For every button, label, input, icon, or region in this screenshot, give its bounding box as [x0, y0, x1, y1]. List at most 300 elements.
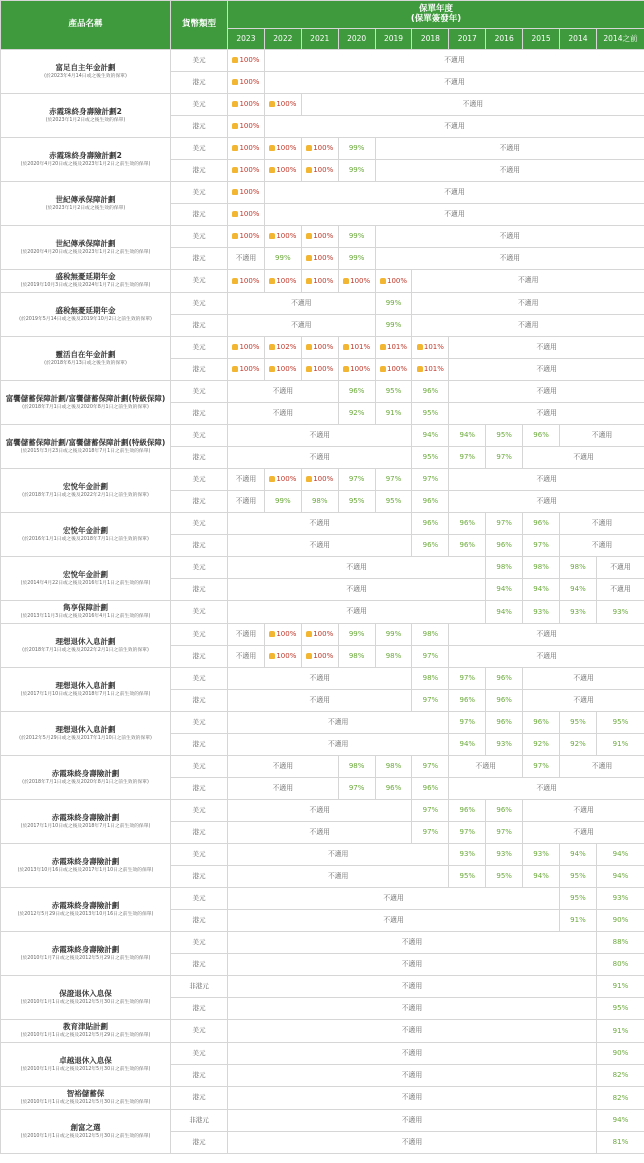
- ratio-value: 100%: [276, 232, 297, 241]
- ratio-cell: 92%: [338, 403, 375, 425]
- product-name: 赤霞珠終身壽險計劃: [51, 812, 120, 822]
- thumbs-up-icon: [232, 189, 238, 195]
- ratio-cell-highlight: [264, 138, 301, 160]
- ratio-cell: 94%: [412, 425, 449, 447]
- table-row: [1, 469, 644, 491]
- product-name: 宏悅年金計劃: [63, 525, 108, 535]
- ratio-cell: 91%: [560, 910, 597, 932]
- ratio-value: 100%: [276, 144, 297, 153]
- currency-cell: 美元: [171, 469, 228, 491]
- ratio-cell-highlight: [264, 337, 301, 359]
- not-applicable-cell: 不適用: [228, 248, 265, 270]
- ratio-cell: 96%: [486, 800, 523, 822]
- product-note: (於2017年1月10日或之後及2018年7月1日之前生效的保單): [20, 691, 151, 697]
- product-name: 教育津貼計劃: [63, 1022, 108, 1032]
- table-row: [1, 94, 644, 116]
- product-cell: [1, 800, 171, 844]
- ratio-cell-highlight: [228, 337, 265, 359]
- not-applicable-cell: 不適用: [228, 1043, 597, 1065]
- ratio-value: 100%: [313, 276, 334, 285]
- ratio-cell: 97%: [412, 756, 449, 778]
- currency-cell: 美元: [171, 888, 228, 910]
- currency-cell: 美元: [171, 50, 228, 72]
- not-applicable-cell: 不適用: [228, 293, 376, 315]
- not-applicable-cell: 不適用: [228, 403, 339, 425]
- currency-cell: 美元: [171, 138, 228, 160]
- header-year: 2018: [412, 29, 449, 50]
- ratio-cell-highlight: [264, 270, 301, 293]
- ratio-cell: 98%: [301, 491, 338, 513]
- ratio-cell-highlight: [301, 469, 338, 491]
- ratio-cell: 82%: [596, 1087, 644, 1110]
- table-row: [1, 138, 644, 160]
- not-applicable-cell: 不適用: [228, 557, 486, 579]
- not-applicable-cell: 不適用: [228, 668, 412, 690]
- ratio-cell: 96%: [375, 778, 412, 800]
- not-applicable-cell: 不適用: [596, 557, 644, 579]
- thumbs-up-icon: [232, 211, 238, 217]
- not-applicable-cell: 不適用: [228, 469, 265, 491]
- currency-cell: 美元: [171, 712, 228, 734]
- product-name: 卓越退休入息保: [59, 1055, 112, 1065]
- header-year: 2015: [523, 29, 560, 50]
- ratio-value: 100%: [239, 144, 260, 153]
- thumbs-up-icon: [269, 233, 275, 239]
- table-row: [1, 712, 644, 734]
- ratio-value: 100%: [387, 365, 408, 374]
- ratio-cell: 96%: [412, 491, 449, 513]
- product-name: 保證退休入息保: [59, 988, 112, 998]
- currency-cell: 美元: [171, 932, 228, 954]
- ratio-cell-highlight: [264, 359, 301, 381]
- not-applicable-cell: 不適用: [596, 579, 644, 601]
- not-applicable-cell: 不適用: [449, 624, 644, 646]
- thumbs-up-icon: [232, 233, 238, 239]
- ratio-value: 100%: [239, 232, 260, 241]
- not-applicable-cell: 不適用: [449, 403, 644, 425]
- thumbs-up-icon: [306, 278, 312, 284]
- currency-cell: 港元: [171, 910, 228, 932]
- not-applicable-cell: 不適用: [228, 734, 449, 756]
- currency-cell: 港元: [171, 646, 228, 668]
- ratio-cell: 98%: [560, 557, 597, 579]
- thumbs-up-icon: [306, 344, 312, 350]
- product-note: (於2010年1月1日或之後及2012年5月29日之前生效的保單): [20, 1033, 151, 1039]
- ratio-cell: 95%: [412, 403, 449, 425]
- ratio-value: 100%: [313, 652, 334, 661]
- product-note: (於2014年4月22日或之後及2016年1月1日之前生效的保單): [20, 580, 151, 586]
- ratio-value: 100%: [276, 475, 297, 484]
- header-year: 2022: [264, 29, 301, 50]
- ratio-cell-highlight: [301, 646, 338, 668]
- product-cell: [1, 50, 171, 94]
- thumbs-up-icon: [232, 145, 238, 151]
- currency-cell: 非港元: [171, 976, 228, 998]
- ratio-value: 100%: [350, 276, 371, 285]
- ratio-cell-highlight: [228, 160, 265, 182]
- ratio-cell: 80%: [596, 954, 644, 976]
- thumbs-up-icon: [306, 631, 312, 637]
- ratio-cell: 95%: [596, 712, 644, 734]
- product-note: (於2020年4月20日或之後及2023年1月2日之前生效的保單): [20, 161, 151, 167]
- header-currency: 貨幣類型: [171, 1, 228, 50]
- ratio-value: 100%: [239, 343, 260, 352]
- not-applicable-cell: 不適用: [449, 469, 644, 491]
- ratio-cell: 91%: [596, 976, 644, 998]
- currency-cell: 港元: [171, 866, 228, 888]
- currency-cell: 港元: [171, 1132, 228, 1154]
- ratio-cell: 94%: [449, 734, 486, 756]
- not-applicable-cell: 不適用: [228, 601, 486, 624]
- table-row: [1, 425, 644, 447]
- ratio-cell: 96%: [412, 513, 449, 535]
- ratio-cell: 92%: [560, 734, 597, 756]
- product-cell: [1, 293, 171, 337]
- currency-cell: 美元: [171, 1020, 228, 1043]
- header-product: 產品名稱: [1, 1, 171, 50]
- ratio-cell: 98%: [412, 624, 449, 646]
- thumbs-up-icon: [306, 653, 312, 659]
- table-row: [1, 844, 644, 866]
- currency-cell: 港元: [171, 1065, 228, 1087]
- currency-cell: 美元: [171, 668, 228, 690]
- ratio-cell: 94%: [596, 1110, 644, 1132]
- not-applicable-cell: 不適用: [228, 1020, 597, 1043]
- ratio-value: 100%: [239, 166, 260, 175]
- product-name: 富饗儲蓄保障計劃/富饗儲蓄保障計劃(特級保障): [5, 393, 166, 403]
- product-cell: [1, 844, 171, 888]
- product-cell: [1, 624, 171, 668]
- ratio-cell: 96%: [449, 690, 486, 712]
- ratio-cell: 97%: [486, 822, 523, 844]
- ratio-value: 100%: [276, 276, 297, 285]
- not-applicable-cell: 不適用: [228, 844, 449, 866]
- ratio-cell-highlight: [338, 359, 375, 381]
- ratio-cell-highlight: [228, 226, 265, 248]
- currency-cell: 港元: [171, 734, 228, 756]
- product-note: (於2019年5月14日或之後及2019年10月2日之前生效的保單): [19, 316, 152, 322]
- header-year: 2017: [449, 29, 486, 50]
- ratio-value: 100%: [239, 78, 260, 87]
- ratio-cell: 94%: [560, 844, 597, 866]
- ratio-cell: 99%: [338, 248, 375, 270]
- not-applicable-cell: 不適用: [375, 248, 644, 270]
- ratio-value: 100%: [239, 100, 260, 109]
- ratio-cell-highlight: [228, 72, 265, 94]
- not-applicable-cell: 不適用: [228, 491, 265, 513]
- product-cell: [1, 1020, 171, 1043]
- ratio-cell: 97%: [449, 447, 486, 469]
- product-cell: [1, 381, 171, 425]
- ratio-cell-highlight: [228, 94, 265, 116]
- ratio-cell: 82%: [596, 1065, 644, 1087]
- ratio-value: 100%: [276, 166, 297, 175]
- ratio-value: 101%: [423, 343, 444, 352]
- ratio-cell: 95%: [449, 866, 486, 888]
- thumbs-up-icon: [417, 366, 423, 372]
- table-row: [1, 624, 644, 646]
- thumbs-up-icon: [306, 167, 312, 173]
- currency-cell: 非港元: [171, 1110, 228, 1132]
- not-applicable-cell: 不適用: [523, 447, 644, 469]
- currency-cell: 美元: [171, 513, 228, 535]
- not-applicable-cell: 不適用: [228, 998, 597, 1020]
- product-note: (於2017年1月10日或之後及2018年7月1日之前生效的保單): [20, 823, 151, 829]
- ratio-cell: 94%: [560, 579, 597, 601]
- ratio-value: 100%: [239, 276, 260, 285]
- product-cell: [1, 601, 171, 624]
- not-applicable-cell: 不適用: [228, 1065, 597, 1087]
- ratio-cell: 97%: [449, 822, 486, 844]
- not-applicable-cell: 不適用: [228, 866, 449, 888]
- ratio-cell: 94%: [596, 866, 644, 888]
- currency-cell: 美元: [171, 293, 228, 315]
- ratio-cell-highlight: [301, 248, 338, 270]
- ratio-cell: 99%: [375, 624, 412, 646]
- ratio-cell-highlight: [375, 270, 412, 293]
- product-name: 世紀傳承保障計劃: [55, 194, 116, 204]
- not-applicable-cell: 不適用: [264, 182, 644, 204]
- currency-cell: 美元: [171, 270, 228, 293]
- ratio-cell: 95%: [412, 447, 449, 469]
- ratio-cell: 95%: [560, 712, 597, 734]
- ratio-cell: 99%: [375, 293, 412, 315]
- ratio-value: 100%: [276, 630, 297, 639]
- ratio-value: 100%: [313, 166, 334, 175]
- header-year: 2020: [338, 29, 375, 50]
- header-year: 2016: [486, 29, 523, 50]
- table-row: [1, 1087, 644, 1110]
- not-applicable-cell: 不適用: [228, 1110, 597, 1132]
- ratio-cell: 93%: [523, 844, 560, 866]
- table-row: [1, 800, 644, 822]
- product-cell: [1, 1110, 171, 1154]
- ratio-cell: 94%: [486, 601, 523, 624]
- ratio-value: 102%: [276, 343, 297, 352]
- not-applicable-cell: 不適用: [228, 381, 339, 403]
- product-name: 理想退休入息計劃: [55, 680, 116, 690]
- ratio-cell-highlight: [301, 160, 338, 182]
- currency-cell: 港元: [171, 315, 228, 337]
- currency-cell: 美元: [171, 226, 228, 248]
- ratio-cell-highlight: [338, 270, 375, 293]
- ratio-cell: 96%: [412, 778, 449, 800]
- ratio-cell: 97%: [412, 690, 449, 712]
- ratio-cell: 94%: [523, 866, 560, 888]
- currency-cell: 港元: [171, 998, 228, 1020]
- thumbs-up-icon: [306, 366, 312, 372]
- ratio-cell: 99%: [264, 491, 301, 513]
- thumbs-up-icon: [306, 233, 312, 239]
- product-cell: [1, 182, 171, 226]
- product-cell: [1, 932, 171, 976]
- product-name: 理想退休入息計劃: [55, 724, 116, 734]
- product-cell: [1, 513, 171, 557]
- currency-cell: 美元: [171, 381, 228, 403]
- product-note: (於2010年1月1日或之後及2012年5月30日之前生效的保單): [20, 1133, 151, 1139]
- ratio-cell: 96%: [486, 712, 523, 734]
- thumbs-up-icon: [269, 631, 275, 637]
- not-applicable-cell: 不適用: [228, 646, 265, 668]
- product-name: 富饗儲蓄保障計劃/富饗儲蓄保障計劃(特級保障): [5, 437, 166, 447]
- product-cell: [1, 270, 171, 293]
- ratio-cell: 95%: [375, 491, 412, 513]
- thumbs-up-icon: [380, 366, 386, 372]
- ratio-cell: 98%: [375, 646, 412, 668]
- ratio-cell: 88%: [596, 932, 644, 954]
- ratio-cell: 98%: [338, 756, 375, 778]
- ratio-cell-highlight: [228, 182, 265, 204]
- not-applicable-cell: 不適用: [228, 624, 265, 646]
- product-note: (於2018年6月13日或之後生效的保單): [44, 360, 127, 366]
- thumbs-up-icon: [269, 344, 275, 350]
- ratio-cell: 90%: [596, 910, 644, 932]
- ratio-cell-highlight: [228, 270, 265, 293]
- not-applicable-cell: 不適用: [228, 778, 339, 800]
- currency-cell: 港元: [171, 690, 228, 712]
- thumbs-up-icon: [269, 145, 275, 151]
- table-row: [1, 513, 644, 535]
- header-year-subtitle: (保單簽發年): [410, 13, 462, 24]
- ratio-cell: 91%: [375, 403, 412, 425]
- ratio-cell-highlight: [301, 138, 338, 160]
- ratio-cell: 93%: [523, 601, 560, 624]
- thumbs-up-icon: [232, 278, 238, 284]
- table-row: [1, 1043, 644, 1065]
- thumbs-up-icon: [306, 145, 312, 151]
- currency-cell: 美元: [171, 337, 228, 359]
- ratio-cell: 98%: [412, 668, 449, 690]
- thumbs-up-icon: [232, 366, 238, 372]
- ratio-cell: 96%: [523, 425, 560, 447]
- ratio-cell-highlight: [264, 646, 301, 668]
- ratio-cell-highlight: [228, 359, 265, 381]
- not-applicable-cell: 不適用: [449, 778, 644, 800]
- product-note: (於2013年11月3日或之後及2016年4月1日之前生效的保單): [20, 614, 151, 620]
- product-name: 創富之選: [70, 1122, 101, 1132]
- product-cell: [1, 1043, 171, 1087]
- not-applicable-cell: 不適用: [228, 1087, 597, 1110]
- ratio-cell: 97%: [412, 646, 449, 668]
- not-applicable-cell: 不適用: [375, 138, 644, 160]
- not-applicable-cell: 不適用: [228, 425, 412, 447]
- thumbs-up-icon: [232, 79, 238, 85]
- header-year: 2014: [560, 29, 597, 50]
- currency-cell: 美元: [171, 800, 228, 822]
- not-applicable-cell: 不適用: [449, 381, 644, 403]
- ratio-cell: 95%: [486, 866, 523, 888]
- product-note: (於2018年7月1日或之後及2022年2月1日之前生效的保單): [22, 647, 149, 653]
- product-note: (於2010年1月1日或之後及2012年5月30日之前生效的保單): [20, 1100, 151, 1106]
- ratio-value: 101%: [423, 365, 444, 374]
- thumbs-up-icon: [269, 476, 275, 482]
- ratio-cell: 99%: [375, 315, 412, 337]
- thumbs-up-icon: [417, 344, 423, 350]
- not-applicable-cell: 不適用: [228, 822, 412, 844]
- product-note: (於2013年10月16日或之後及2017年1月10日之前生效的保單): [17, 867, 154, 873]
- ratio-cell-highlight: [228, 50, 265, 72]
- thumbs-up-icon: [232, 123, 238, 129]
- thumbs-up-icon: [380, 278, 386, 284]
- thumbs-up-icon: [343, 366, 349, 372]
- not-applicable-cell: 不適用: [560, 425, 644, 447]
- currency-cell: 美元: [171, 601, 228, 624]
- ratio-cell: 96%: [412, 535, 449, 557]
- ratio-cell: 93%: [560, 601, 597, 624]
- thumbs-up-icon: [232, 167, 238, 173]
- product-name: 赤霞珠終身壽險計劃: [51, 944, 120, 954]
- table-row: [1, 756, 644, 778]
- product-name: 赤霞珠終身壽險計劃: [51, 768, 120, 778]
- not-applicable-cell: 不適用: [523, 668, 644, 690]
- ratio-cell: 99%: [338, 624, 375, 646]
- product-note: (於2023年1月2日或之後生效的保單): [45, 205, 126, 211]
- product-name: 理想退休入息計劃: [55, 636, 116, 646]
- ratio-value: 101%: [350, 343, 371, 352]
- currency-cell: 港元: [171, 535, 228, 557]
- product-note: (於2020年4月20日或之後及2023年1月2日之前生效的保單): [20, 249, 151, 255]
- not-applicable-cell: 不適用: [412, 270, 644, 293]
- ratio-cell: 95%: [560, 888, 597, 910]
- thumbs-up-icon: [232, 101, 238, 107]
- ratio-cell-highlight: [228, 116, 265, 138]
- thumbs-up-icon: [343, 344, 349, 350]
- product-cell: [1, 138, 171, 182]
- not-applicable-cell: 不適用: [228, 712, 449, 734]
- ratio-cell: 98%: [338, 646, 375, 668]
- product-cell: [1, 557, 171, 601]
- ratio-cell: 96%: [449, 535, 486, 557]
- ratio-cell: 99%: [338, 138, 375, 160]
- thumbs-up-icon: [269, 653, 275, 659]
- header-year-title: 保單年度: [418, 3, 453, 14]
- not-applicable-cell: 不適用: [412, 315, 644, 337]
- product-cell: [1, 888, 171, 932]
- ratio-cell: 96%: [449, 800, 486, 822]
- ratio-cell: 98%: [486, 557, 523, 579]
- not-applicable-cell: 不適用: [375, 226, 644, 248]
- ratio-cell: 91%: [596, 1020, 644, 1043]
- product-note: (於2023年4月14日或之後生效的保單): [44, 73, 127, 79]
- not-applicable-cell: 不適用: [449, 646, 644, 668]
- product-name: 赤霞珠終身壽險計劃2: [49, 106, 122, 116]
- not-applicable-cell: 不適用: [228, 976, 597, 998]
- table-row: [1, 270, 644, 293]
- not-applicable-cell: 不適用: [449, 491, 644, 513]
- ratio-cell: 97%: [338, 469, 375, 491]
- table-row: [1, 50, 644, 72]
- product-note: (於2010年1月1日或之後及2012年5月30日之前生效的保單): [20, 999, 151, 1005]
- thumbs-up-icon: [232, 344, 238, 350]
- not-applicable-cell: 不適用: [228, 315, 376, 337]
- product-note: (於2012年5月29日或之後及2013年10月16日之前生效的保單): [17, 911, 154, 917]
- ratio-cell: 97%: [449, 712, 486, 734]
- not-applicable-cell: 不適用: [412, 293, 644, 315]
- table-body: [1, 50, 644, 1154]
- product-name: 智裕儲蓄保: [66, 1089, 105, 1099]
- ratio-cell: 99%: [338, 160, 375, 182]
- ratio-value: 100%: [276, 652, 297, 661]
- currency-cell: 港元: [171, 954, 228, 976]
- ratio-value: 100%: [350, 365, 371, 374]
- ratio-cell: 96%: [523, 712, 560, 734]
- ratio-value: 100%: [387, 276, 408, 285]
- ratio-cell: 94%: [523, 579, 560, 601]
- ratio-value: 100%: [313, 144, 334, 153]
- ratio-cell-highlight: [264, 624, 301, 646]
- ratio-cell: 96%: [412, 381, 449, 403]
- ratio-cell: 97%: [523, 756, 560, 778]
